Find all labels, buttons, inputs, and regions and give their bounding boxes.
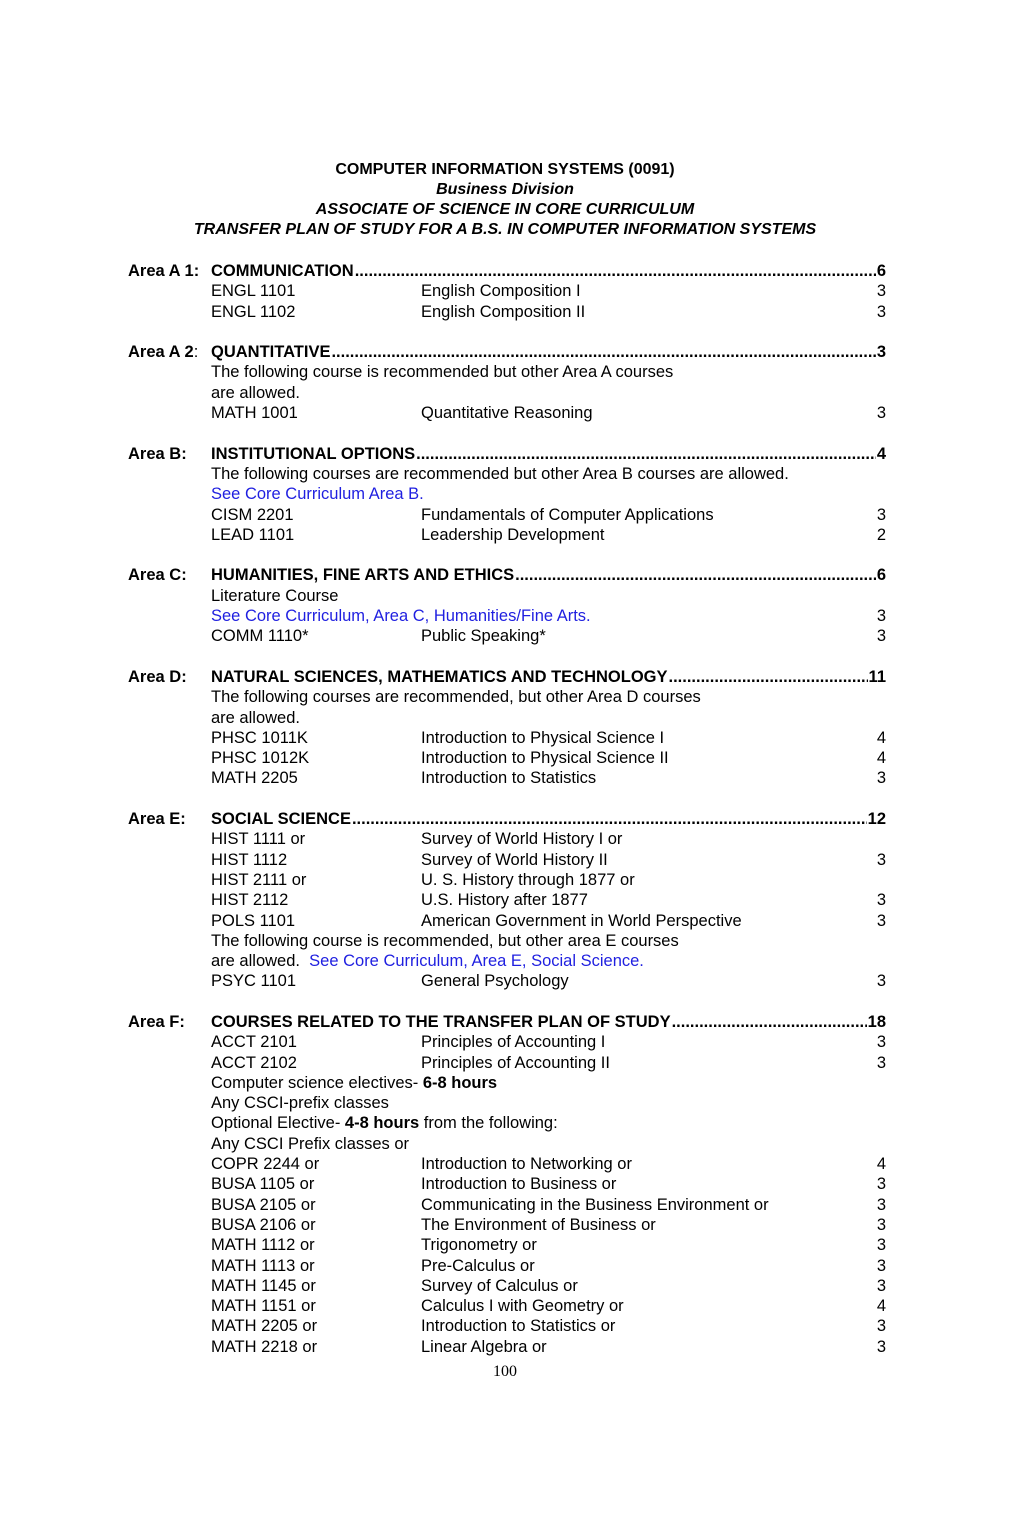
course-title: Introduction to Physical Science I [421, 728, 665, 747]
course-row [128, 1215, 886, 1235]
dot-leader [416, 444, 876, 464]
course-row [128, 626, 886, 646]
course-code: BUSA 2106 or [211, 1215, 316, 1234]
course-row [128, 1235, 886, 1255]
course-title: Introduction to Statistics or [421, 1317, 616, 1336]
course-credits: 4 [876, 1297, 886, 1316]
link-row [128, 606, 886, 626]
section-heading [128, 565, 886, 585]
course-credits: 3 [876, 1276, 886, 1295]
course-row [128, 728, 886, 748]
course-credits [846, 829, 886, 849]
course-row [128, 1256, 886, 1276]
course-title: U. S. History through 1877 or [421, 870, 635, 889]
section-area-c [128, 565, 886, 646]
degree-title: ASSOCIATE OF SCIENCE IN CORE CURRICULUM [315, 201, 695, 218]
course-row [128, 971, 886, 991]
section-heading [128, 1012, 886, 1032]
course-title: The Environment of Business or [421, 1215, 656, 1234]
page-number: 100 [493, 1363, 517, 1380]
course-title: Survey of Calculus or [421, 1276, 578, 1295]
course-code: MATH 2218 or [211, 1337, 318, 1356]
course-row [128, 1276, 886, 1296]
course-credits: 3 [876, 1053, 886, 1072]
section-heading [128, 809, 886, 829]
area-hours: 3 [876, 343, 886, 362]
area-name: NATURAL SCIENCES, MATHEMATICS AND TECHNOLOGY [211, 667, 668, 686]
area-hours: 4 [876, 444, 886, 463]
area-name: HUMANITIES, FINE ARTS AND ETHICS [211, 566, 515, 585]
dot-leader [355, 261, 876, 281]
section-note: are allowed. [211, 708, 300, 727]
course-credits: 2 [876, 525, 886, 544]
course-credits: 3 [876, 404, 886, 423]
course-code: BUSA 2105 or [211, 1195, 316, 1214]
core-curriculum-link[interactable]: See Core Curriculum, Area C, Humanities/Fine Arts. [211, 607, 591, 626]
dot-leader [669, 667, 868, 687]
course-credits: 3 [876, 505, 886, 524]
course-title: General Psychology [421, 972, 569, 991]
program-title: COMPUTER INFORMATION SYSTEMS (0091) [335, 161, 675, 178]
course-title: Survey of World History I or [421, 830, 623, 849]
course-title: Introduction to Business or [421, 1175, 617, 1194]
course-title: Calculus I with Geometry or [421, 1297, 624, 1316]
section-area-f [128, 1012, 886, 1357]
course-credits: 4 [876, 728, 886, 747]
course-code: ACCT 2101 [211, 1033, 297, 1052]
course-code: MATH 2205 [211, 769, 298, 788]
course-code: HIST 2112 [211, 891, 289, 910]
course-credits: 3 [876, 891, 886, 910]
course-credits: 4 [876, 749, 886, 768]
elective-note: Computer science electives- 6-8 hours [211, 1073, 498, 1092]
area-hours: 18 [867, 1012, 886, 1031]
course-title: U.S. History after 1877 [421, 891, 588, 910]
course-credits: 3 [876, 850, 886, 869]
course-credits: 3 [876, 972, 886, 991]
course-title: English Composition I [421, 282, 581, 301]
course-row [128, 1296, 886, 1316]
course-row [128, 870, 886, 890]
course-row [128, 505, 886, 525]
course-code: HIST 2111 or [211, 870, 307, 889]
course-credits: 3 [876, 1175, 886, 1194]
dot-leader [515, 565, 876, 585]
course-row [128, 911, 886, 931]
course-code: MATH 1145 or [211, 1276, 316, 1295]
course-code: MATH 1112 or [211, 1236, 315, 1255]
course-row [128, 1316, 886, 1336]
course-row [128, 768, 886, 788]
course-title: American Government in World Perspective [421, 911, 742, 930]
course-title: Introduction to Physical Science II [421, 749, 669, 768]
area-label: Area F: [128, 1012, 185, 1031]
course-title: Fundamentals of Computer Applications [421, 505, 714, 524]
curriculum-content [128, 261, 886, 1377]
course-credits: 3 [876, 1256, 886, 1275]
section-area-e [128, 809, 886, 992]
section-note: Any CSCI Prefix classes or [211, 1134, 410, 1153]
course-code: MATH 1001 [211, 404, 298, 423]
course-credits: 3 [876, 1033, 886, 1052]
division-name: Business Division [436, 181, 574, 198]
course-code: ENGL 1101 [211, 282, 296, 301]
course-credits: 4 [876, 1155, 886, 1174]
area-label: Area E: [128, 810, 186, 829]
course-credits: 3 [876, 1317, 886, 1336]
section-note: The following course is recommended but other Area A courses [211, 363, 674, 382]
section-area-a2 [128, 342, 886, 423]
area-label: Area A 1: [128, 262, 200, 280]
dot-leader [331, 342, 875, 362]
course-title: Leadership Development [421, 525, 605, 544]
area-hours: 11 [868, 667, 886, 686]
course-credits: 3 [876, 1195, 886, 1214]
area-name: SOCIAL SCIENCE [211, 810, 351, 829]
area-hours: 12 [867, 810, 886, 829]
section-note: are allowed. [211, 383, 300, 402]
course-row [128, 829, 886, 849]
area-hours: 6 [876, 262, 886, 280]
course-credits: 3 [876, 769, 886, 788]
course-title: Introduction to Statistics [421, 769, 597, 788]
section-heading [128, 342, 886, 362]
area-name: COURSES RELATED TO THE TRANSFER PLAN OF STUDY [211, 1012, 671, 1031]
area-label: Area B: [128, 444, 187, 463]
section-note: The following courses are recommended, but other Area D courses [211, 688, 701, 707]
section-area-d [128, 667, 886, 789]
course-code: HIST 1111 or [211, 830, 306, 849]
section-note: The following courses are recommended but other Area B courses are allowed. [211, 464, 789, 483]
document-header [0, 160, 1010, 240]
course-code: PHSC 1012K [211, 749, 310, 768]
area-name: INSTITUTIONAL OPTIONS [211, 444, 416, 463]
course-credits: 3 [876, 1215, 886, 1234]
course-code: POLS 1101 [211, 911, 296, 930]
course-credits: 3 [876, 1337, 886, 1356]
course-row [128, 1154, 886, 1174]
area-label: Area C: [128, 566, 187, 585]
area-hours: 6 [876, 566, 886, 585]
course-row [128, 1337, 886, 1357]
course-code: LEAD 1101 [211, 525, 295, 544]
course-title: Public Speaking* [421, 627, 546, 646]
section-area-b [128, 444, 886, 545]
dot-leader [352, 809, 867, 829]
course-code: ENGL 1102 [211, 302, 296, 321]
course-row [128, 850, 886, 870]
course-credits: 3 [876, 1236, 886, 1255]
course-credits: 3 [876, 627, 886, 646]
course-row [128, 403, 886, 423]
course-code: HIST 1112 [211, 850, 288, 869]
course-row [128, 302, 886, 322]
course-title: Quantitative Reasoning [421, 404, 593, 423]
section-heading [128, 444, 886, 464]
area-name: COMMUNICATION [211, 262, 354, 280]
course-title: Survey of World History II [421, 850, 608, 869]
course-credits: 3 [876, 282, 886, 301]
course-title: Introduction to Networking or [421, 1155, 632, 1174]
section-note: Literature Course [211, 586, 339, 605]
course-title: Linear Algebra or [421, 1337, 547, 1356]
course-row [128, 1174, 886, 1194]
course-row [128, 525, 886, 545]
course-code: PSYC 1101 [211, 972, 296, 991]
course-code: COMM 1110* [211, 627, 309, 646]
course-code: MATH 1113 or [211, 1256, 315, 1275]
course-credits: 3 [876, 607, 886, 626]
course-credits [846, 870, 886, 890]
section-note: Any CSCI-prefix classes [211, 1094, 389, 1113]
course-row [128, 748, 886, 768]
course-title: Communicating in the Business Environment or [421, 1195, 769, 1214]
elective-note: Optional Elective- 4-8 hours from the following: [211, 1114, 558, 1133]
core-curriculum-link[interactable]: See Core Curriculum Area B. [211, 485, 424, 504]
course-row [128, 1195, 886, 1215]
section-heading [128, 667, 886, 687]
course-title: Pre-Calculus or [421, 1256, 535, 1275]
course-code: PHSC 1011K [211, 728, 308, 747]
course-code: BUSA 1105 or [211, 1175, 315, 1194]
course-title: English Composition II [421, 302, 586, 321]
area-label: Area D: [128, 667, 187, 686]
course-credits: 3 [876, 302, 886, 321]
dot-leader [672, 1012, 867, 1032]
course-code: MATH 1151 or [211, 1297, 316, 1316]
course-row [128, 1032, 886, 1052]
course-code: COPR 2244 or [211, 1155, 320, 1174]
course-row [128, 281, 886, 301]
course-title: Trigonometry or [421, 1236, 537, 1255]
section-note: are allowed. See Core Curriculum, Area E, Social Science. [211, 952, 644, 971]
course-title: Principles of Accounting I [421, 1033, 606, 1052]
section-note: The following course is recommended, but other area E courses [211, 931, 679, 950]
section-area-a1 [128, 261, 886, 322]
core-curriculum-link[interactable]: See Core Curriculum, Area E, Social Science. [309, 952, 644, 971]
section-heading [128, 261, 886, 281]
area-name: QUANTITATIVE [211, 343, 331, 362]
course-title: Principles of Accounting II [421, 1053, 610, 1072]
course-code: ACCT 2102 [211, 1053, 297, 1072]
course-code: MATH 2205 or [211, 1317, 318, 1336]
area-label: Area A 2: [128, 343, 199, 362]
course-row [128, 1053, 886, 1073]
course-code: CISM 2201 [211, 505, 294, 524]
course-row [128, 890, 886, 910]
course-credits: 3 [876, 911, 886, 930]
plan-title: TRANSFER PLAN OF STUDY FOR A B.S. IN COMPUTER INFORMATION SYSTEMS [193, 221, 817, 238]
